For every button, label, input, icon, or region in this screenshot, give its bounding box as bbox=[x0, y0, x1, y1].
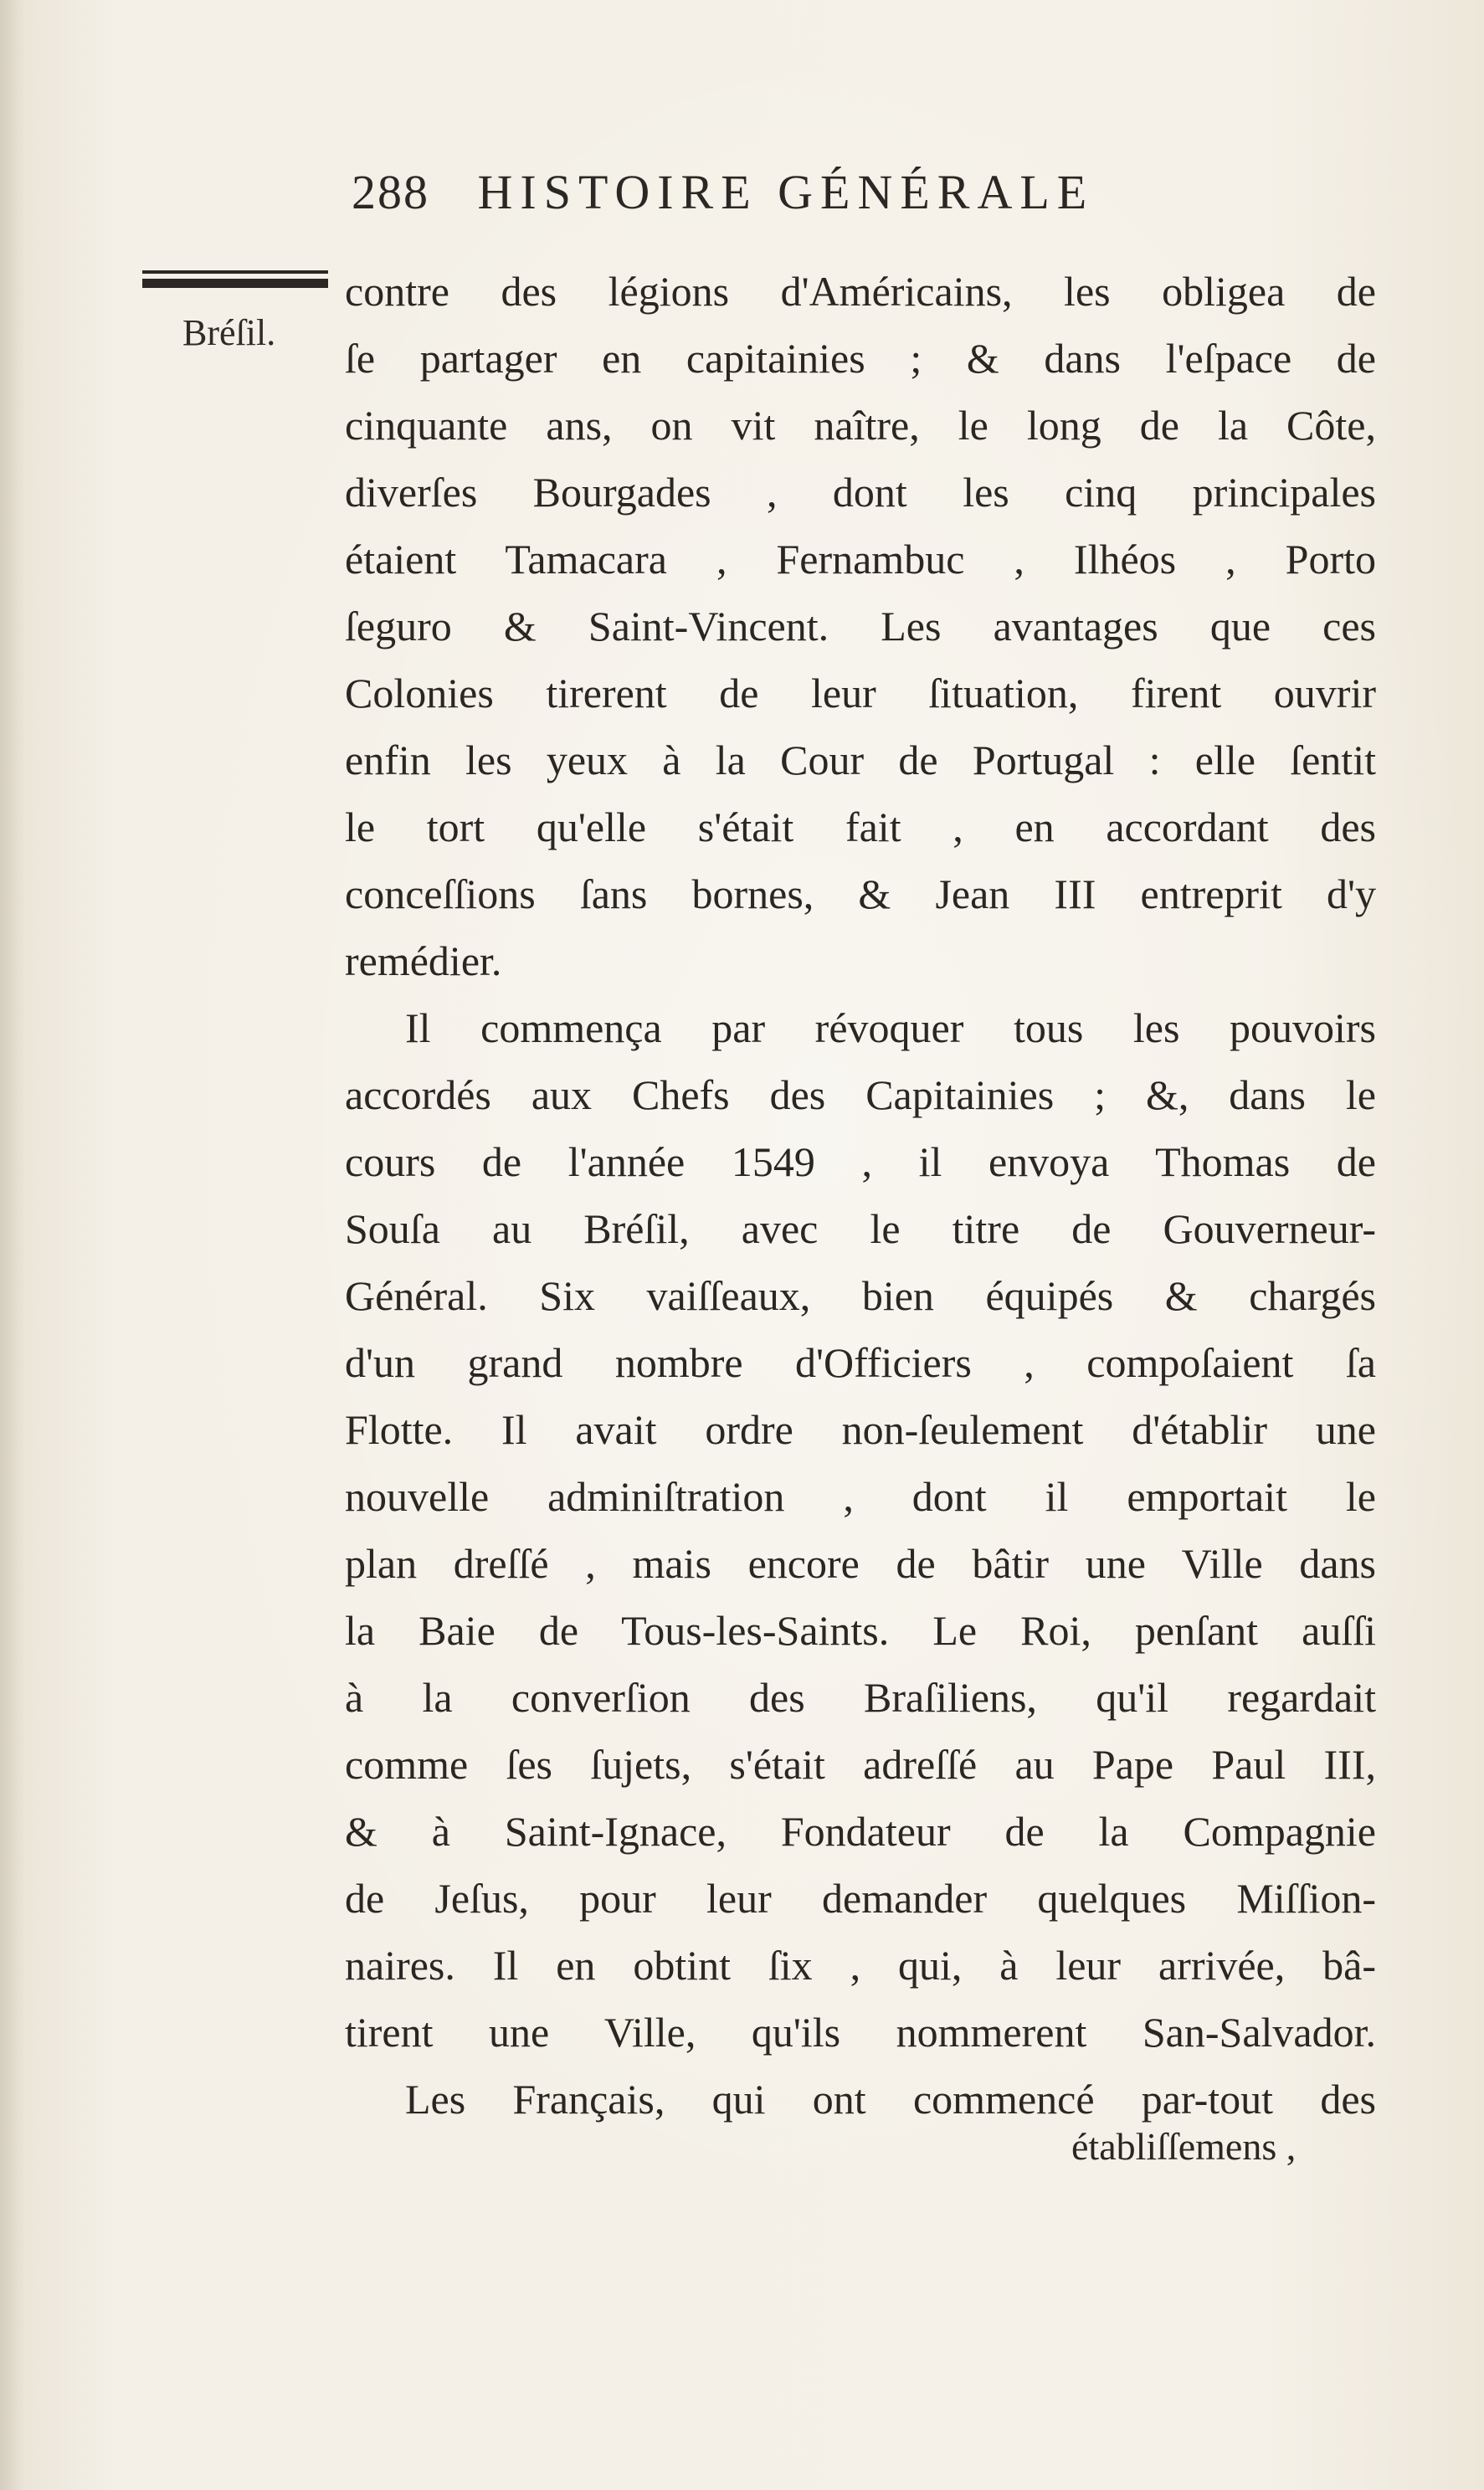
text-line: Colonies tirerent de leur ſituation, firent ouvrir bbox=[345, 670, 1376, 716]
margin-rule-thin bbox=[142, 270, 328, 274]
text-line: d'un grand nombre d'Officiers , compoſaient ſa bbox=[345, 1339, 1376, 1386]
text-line: remédier. bbox=[345, 937, 502, 984]
text-line: ſeguro & Saint-Vincent. Les avantages que ces bbox=[345, 603, 1376, 649]
text-line: conceſſions ſans bornes, & Jean III entreprit d'y bbox=[345, 870, 1376, 917]
running-title: HISTOIRE GÉNÉRALE bbox=[477, 165, 1095, 219]
text-line: naires. Il en obtint ſix , qui, à leur arrivée, bâ- bbox=[345, 1942, 1376, 1989]
text-line: Général. Six vaiſſeaux, bien équipés & chargés bbox=[345, 1272, 1376, 1319]
text-line: étaient Tamacara , Fernambuc , Ilhéos , Porto bbox=[345, 536, 1376, 583]
text-line: cours de l'année 1549 , il envoya Thomas de bbox=[345, 1138, 1376, 1185]
page-edge-shadow bbox=[0, 0, 25, 2490]
margin-rule-thick bbox=[142, 279, 328, 288]
text-line: & à Saint-Ignace, Fondateur de la Compagnie bbox=[345, 1808, 1376, 1855]
text-line: nouvelle adminiſtration , dont il emportait le bbox=[345, 1473, 1376, 1520]
text-line: Les Français, qui ont commencé par-tout des bbox=[405, 2076, 1376, 2123]
text-line: tirent une Ville, qu'ils nommerent San-Salvador. bbox=[345, 2009, 1376, 2056]
page-number: 288 bbox=[352, 165, 429, 219]
margin-note: Bréſil. bbox=[182, 312, 276, 353]
text-line: diverſes Bourgades , dont les cinq principales bbox=[345, 469, 1376, 516]
catchword: établiſſemens , bbox=[1071, 2125, 1297, 2168]
running-header bbox=[352, 164, 1297, 223]
text-line: Il commença par révoquer tous les pouvoirs bbox=[405, 1004, 1376, 1051]
text-line: Flotte. Il avait ordre non-ſeulement d'établir une bbox=[345, 1406, 1376, 1453]
text-line: comme ſes ſujets, s'était adreſſé au Pape Paul III, bbox=[345, 1741, 1376, 1788]
text-line: le tort qu'elle s'était fait , en accordant des bbox=[345, 803, 1376, 850]
text-line: Souſa au Bréſil, avec le titre de Gouverneur- bbox=[345, 1205, 1376, 1252]
text-line: ſe partager en capitainies ; & dans l'eſpace de bbox=[345, 335, 1376, 382]
text-line: accordés aux Chefs des Capitainies ; &, dans le bbox=[345, 1071, 1376, 1118]
text-line: plan dreſſé , mais encore de bâtir une Ville dans bbox=[345, 1540, 1376, 1587]
text-line: à la converſion des Braſiliens, qu'il regardait bbox=[345, 1674, 1376, 1721]
margin-rule bbox=[142, 270, 328, 292]
text-line: de Jeſus, pour leur demander quelques Miſſion- bbox=[345, 1875, 1376, 1922]
text-line: contre des légions d'Américains, les obligea de bbox=[345, 268, 1376, 315]
body-text bbox=[345, 258, 1376, 2133]
text-line: enfin les yeux à la Cour de Portugal : elle ſentit bbox=[345, 737, 1376, 783]
text-line: cinquante ans, on vit naître, le long de la Côte, bbox=[345, 402, 1376, 449]
text-line: la Baie de Tous-les-Saints. Le Roi, penſant auſſi bbox=[345, 1607, 1376, 1654]
